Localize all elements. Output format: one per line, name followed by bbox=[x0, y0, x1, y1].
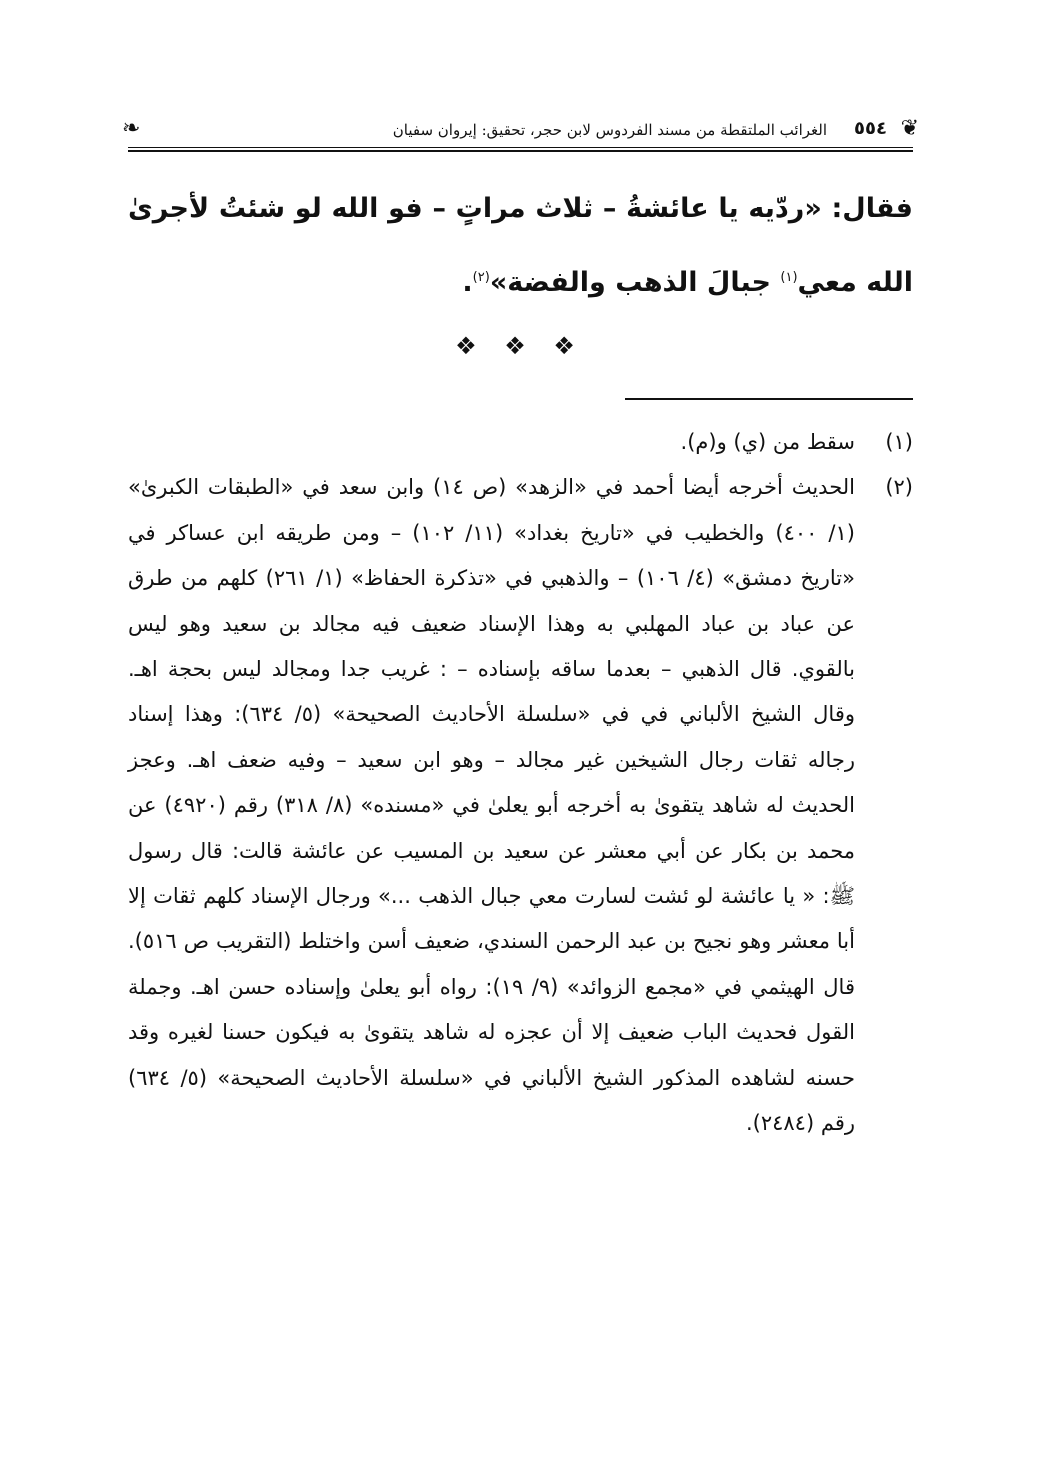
header-rule bbox=[128, 150, 913, 152]
section-separator-icon: ❖ ❖ ❖ bbox=[455, 332, 585, 360]
hadith-paragraph bbox=[128, 172, 913, 320]
footnote-number: (٢) bbox=[885, 475, 913, 500]
footnote-ref-1[interactable]: (١) bbox=[780, 270, 798, 285]
hadith-text bbox=[128, 172, 913, 320]
page-number: ٥٥٤ bbox=[854, 118, 887, 139]
footnote-text: سقط من (ي) و(م). bbox=[680, 430, 855, 454]
left-ornament-icon: ❧ bbox=[122, 116, 141, 141]
footnote-ref-2[interactable]: (٢) bbox=[472, 270, 490, 285]
footnote-number: (١) bbox=[885, 430, 913, 454]
hadith-text-part3: . bbox=[462, 267, 473, 298]
footnote-1 bbox=[128, 420, 913, 465]
running-title: الغرائب الملتقطة من مسند الفردوس لابن حجر، تحقيق: إيروان سفيان bbox=[392, 121, 827, 139]
hadith-text-part1: فقال: «ردّيه يا عائشةُ – ثلاث مراتٍ – فو الله لو شئتُ لأجرىٰ الله معي bbox=[128, 193, 913, 298]
footnote-rule bbox=[625, 398, 913, 400]
hadith-text-part2: جبالَ الذهب والفضة» bbox=[489, 267, 781, 298]
header-rule-thin bbox=[128, 147, 913, 148]
footnote-2 bbox=[128, 465, 913, 1146]
right-ornament-icon: ❦ bbox=[900, 116, 919, 141]
footnotes bbox=[128, 420, 913, 1147]
footnote-text: الحديث أخرجه أيضا أحمد في «الزهد» (ص ١٤) وابن سعد في «الطبقات الكبرىٰ» (١/ ٤٠٠) والخطيب في «تاريخ بغداد» (١١/ ١٠٢) – ومن طريقه ابن عساكر في «تاريخ دمشق» (٤/ ١٠٦) – والذهبي في «تذكرة الحفاظ» (١/ ٢٦١) كلهم من طرق عن عباد بن عباد المهلبي به وهذا الإسناد ضعيف فيه مجالد بن سعيد وهو ليس بالقوي. قال الذهبي – بعدما ساقه بإسناده – : غريب جدا ومجالد ليس بحجة اهـ. وقال الشيخ الألباني في في «سلسلة الأحاديث الصحيحة» (٥/ ٦٣٤): وهذا إسناد رجاله ثقات رجال الشيخين غير مجالد – وهو ابن سعيد – وفيه ضعف اهـ. وعجز الحديث له شاهد يتقوىٰ به أخرجه أبو يعلىٰ في «مسنده» (٨/ ٣١٨) رقم (٤٩٢٠) عن محمد بن بكار عن أبي معشر عن سعيد بن المسيب عن عائشة قالت: قال رسول ﷺ: « يا عائشة لو ئشت لسارت معي جبال الذهب ...» ورجال الإسناد كلهم ثقات إلا أبا معشر وهو نجيح بن عبد الرحمن السندي، ضعيف أسن واختلط (التقريب ص ٥١٦). قال الهيثمي في «مجمع الزوائد» (٩/ ١٩): رواه أبو يعلىٰ وإسناده حسن اهـ. وجملة القول فحديث الباب ضعيف إلا أن عجزه له شاهد يتقوىٰ به فيكون حسنا لغيره وقد حسنه لشاهده المذكور الشيخ الألباني في «سلسلة الأحاديث الصحيحة» (٥/ ٦٣٤) رقم (٢٤٨٤). bbox=[128, 475, 855, 1136]
running-header bbox=[122, 108, 919, 152]
